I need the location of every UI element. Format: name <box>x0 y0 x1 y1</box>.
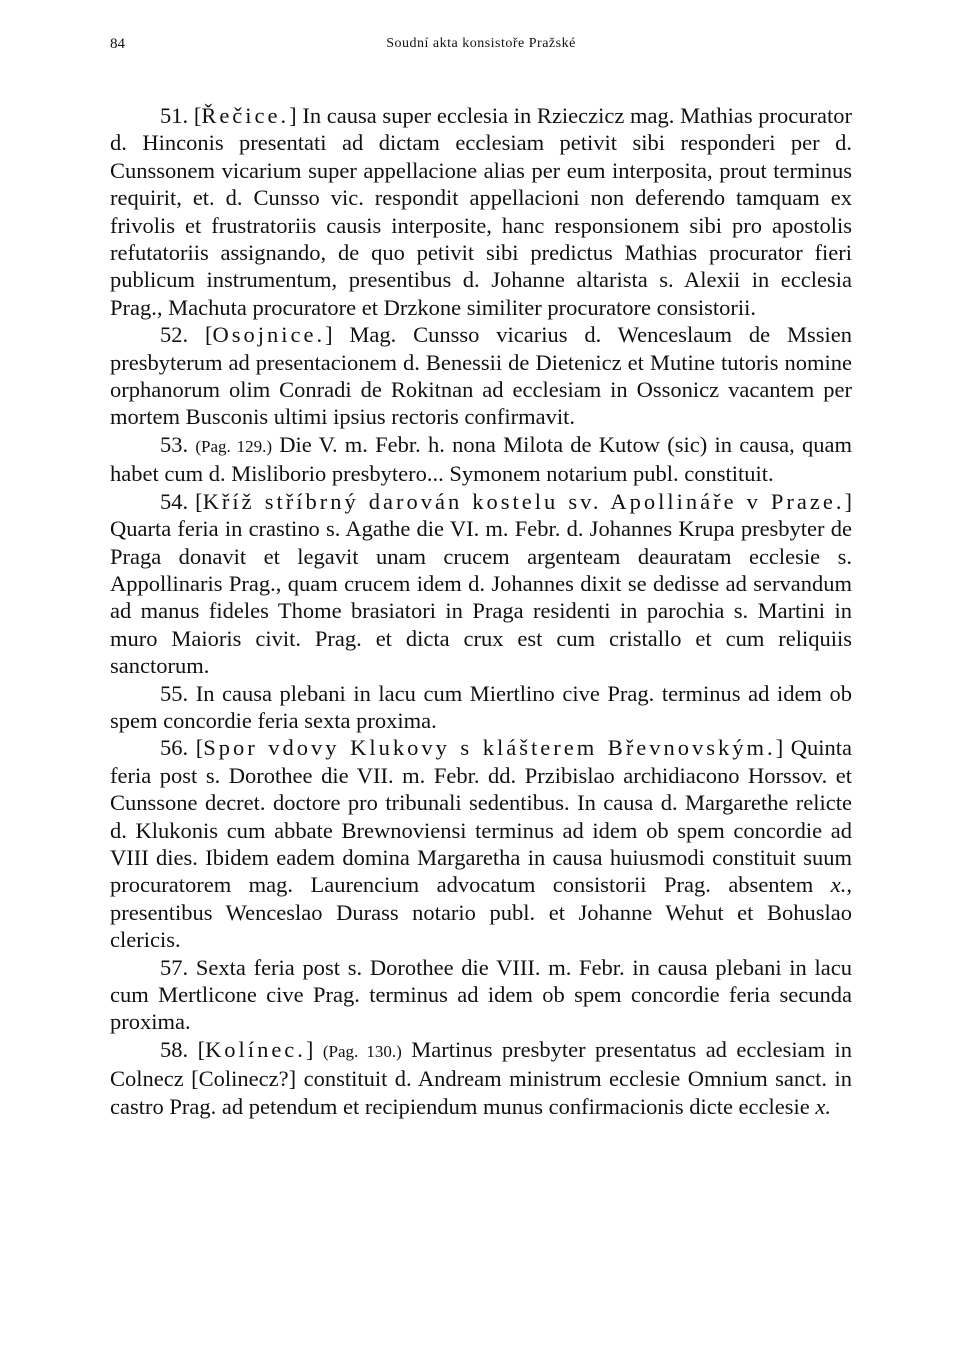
entry-heading: Kříž stříbrný darován kostelu sv. Apollináře v Praze. <box>202 488 845 514</box>
entry-53 <box>110 431 852 488</box>
entry-heading: Spor vdovy Klukovy s klášterem Břevnovským. <box>203 735 776 761</box>
entry-text: Quinta feria post s. Dorothee die VII. m. Febr. dd. Przibislao archidiacono Horssov. et Cunssone decret. doctore pro tribunali sedentibus. In causa d. Margarethe relicte d. Klukonis cum abbate Brewnoviensi terminus ad idem ob spem concordie ad VIII dies. Ibidem eadem domina Margaretha in causa huiusmodi constituit suum procuratorem mag. Laurencium advocatum consistorii Prag. absentem <box>110 735 853 898</box>
entry-57 <box>110 954 852 1036</box>
entry-number: 54. <box>160 488 189 514</box>
running-title: Soudní akta konsistoře Pražské <box>386 36 576 51</box>
entry-52: 52. [Osojnice.] Mag. Cunsso vicarius d. Wenceslaum de Mssien presbyterum ad presentacionem d. Benessii de Dietenicz et Mutine tutoris nomine orphanorum olim Conradi de Rokitnan ad ecclesiam in Ossonicz vacantem per mortem Busconis ultimi ipsius rectoris confirmavit. <box>110 322 852 430</box>
page-number: 84 <box>110 36 125 52</box>
entry-number: 57. <box>160 954 189 980</box>
entry-number: 53. <box>160 431 189 457</box>
entry-text: In causa super ecclesia in Rzieczicz mag. Mathias procurator d. Hinconis presentati ad dictam ecclesiam petivit sibi responderi per d. Cunssonem vicarium super appellacione alias per eum interposita, prout terminus requirit, et. d. Cunsso vic. respondit appellacioni non deferendo tamquam ex frivolis et frustratoriis causis interposite, hanc responsionem sibi pro apostolis refutatoriis assignando, de quo petivit sibi predictus Mathias procurator fieri publicum instrumentum, presentibus d. Johanne altarista s. Alexii in ecclesia Prag., Machuta procuratore et Drzkone similiter procuratore consistorii. <box>110 103 852 320</box>
entry-text: Die V. m. Febr. h. nona Milota de Kutow (sic) in causa, quam habet cum d. Misliborio presbytero... Symonem notarium publ. constituit. <box>110 431 853 487</box>
document-body <box>110 102 852 1120</box>
entry-text: Quarta feria in crastino s. Agathe die VI. m. Febr. d. Johannes Krupa presbyter de Praga donavit et legavit unam crucem argenteam deauratam ecclesie s. Appollinaris Prag., quam crucem idem d. Johannes dixit se dedisse ad servandum ad manus fideles Thome brasiatori in Praga residenti in parochia s. Martini in muro Maioris civit. Prag. et dicta crux est cum cristallo et cum reliquiis sanctorum. <box>110 516 852 679</box>
page-reference: (Pag. 130.) <box>322 1041 402 1061</box>
page-header <box>110 36 852 60</box>
entry-heading: Kolínec. <box>205 1036 306 1062</box>
entry-text: Sexta feria post s. Dorothee die VIII. m. Febr. in causa plebani in lacu cum Mertlicone cive Prag. terminus ad idem ob spem concordie feria secunda proxima. <box>110 954 853 1035</box>
entry-58: 58. [Kolínec.] (Pag. 130.) Martinus presbyter presentatus ad ecclesiam in Colnecz [Colinecz?] constituit d. Andream ministrum ecclesie Omnium sanct. in castro Prag. ad petendum et recipiendum munus confirmacionis dicte ecclesie x. <box>110 1036 853 1119</box>
entry-text: Martinus presbyter presentatus ad ecclesiam in Colnecz [Colinecz?] constituit d. Andream ministrum ecclesie Omnium sanct. in castro Prag. ad petendum et recipiendum munus confirmacionis dicte ecclesie <box>110 1036 853 1119</box>
entry-55 <box>110 680 852 735</box>
page-reference: (Pag. 129.) <box>195 436 273 456</box>
entry-number: 52. <box>160 322 189 348</box>
entry-heading: Řečice. <box>201 103 290 128</box>
entry-text: Mag. Cunsso vicarius d. Wenceslaum de Mssien presbyterum ad presentacionem d. Benessii de Dietenicz et Mutine tutoris nomine orphanorum olim Conradi de Rokitnan ad ecclesiam in Ossonicz vacantem per mortem Busconis ultimi ipsius rectoris confirmavit. <box>110 322 852 430</box>
entry-number: 58. <box>160 1036 189 1062</box>
entry-51: 51. [Řečice.] In causa super ecclesia in Rzieczicz mag. Mathias procurator d. Hinconis presentati ad dictam ecclesiam petivit sibi responderi per d. Cunssonem vicarium super appellacione alias per eum interposita, prout terminus requirit, et. d. Cunsso vic. respondit appellacioni non deferendo tamquam ex frivolis et frustratoriis causis interposite, hanc responsionem sibi pro apostolis refutatoriis assignando, de quo petivit sibi predictus Mathias procurator fieri publicum instrumentum, presentibus d. Johanne altarista s. Alexii in ecclesia Prag., Machuta procuratore et Drzkone similiter procuratore consistorii. <box>110 103 852 320</box>
italic-mark: x. <box>830 872 847 898</box>
entry-text: In causa plebani in lacu cum Miertlino cive Prag. terminus ad idem ob spem concordie feria sexta proxima. <box>110 680 852 733</box>
italic-mark: x. <box>815 1093 832 1119</box>
entry-number: 51. <box>160 103 189 128</box>
entry-number: 55. <box>160 680 189 706</box>
entry-number: 56. <box>160 735 189 761</box>
entry-56: 56. [Spor vdovy Klukovy s klášterem Břevnovským.] Quinta feria post s. Dorothee die VII. m. Febr. dd. Przibislao archidiacono Horssov. et Cunssone decret. doctore pro tribunali sedentibus. In causa d. Margarethe relicte d. Klukonis cum abbate Brewnoviensi terminus ad idem ob spem concordie ad VIII dies. Ibidem eadem domina Margaretha in causa huiusmodi constituit suum procuratorem mag. Laurencium advocatum consistorii Prag. absentem x., presentibus Wenceslao Durass notario publ. et Johanne Wehut et Bohuslao clericis. <box>110 735 853 953</box>
entry-text-after: , presentibus Wenceslao Durass notario publ. et Johanne Wehut et Bohuslao clericis. <box>110 872 852 953</box>
document-page <box>110 36 852 1120</box>
entry-heading: Osojnice. <box>212 322 326 348</box>
entry-54: 54. [Kříž stříbrný darován kostelu sv. Apollináře v Praze.] Quarta feria in crastino s. Agathe die VI. m. Febr. d. Johannes Krupa presbyter de Praga donavit et legavit unam crucem argenteam deauratam ecclesie s. Appollinaris Prag., quam crucem idem d. Johannes dixit se dedisse ad servandum ad manus fideles Thome brasiatori in Praga residenti in parochia s. Martini in muro Maioris civit. Prag. et dicta crux est cum cristallo et cum reliquiis sanctorum. <box>110 488 853 679</box>
